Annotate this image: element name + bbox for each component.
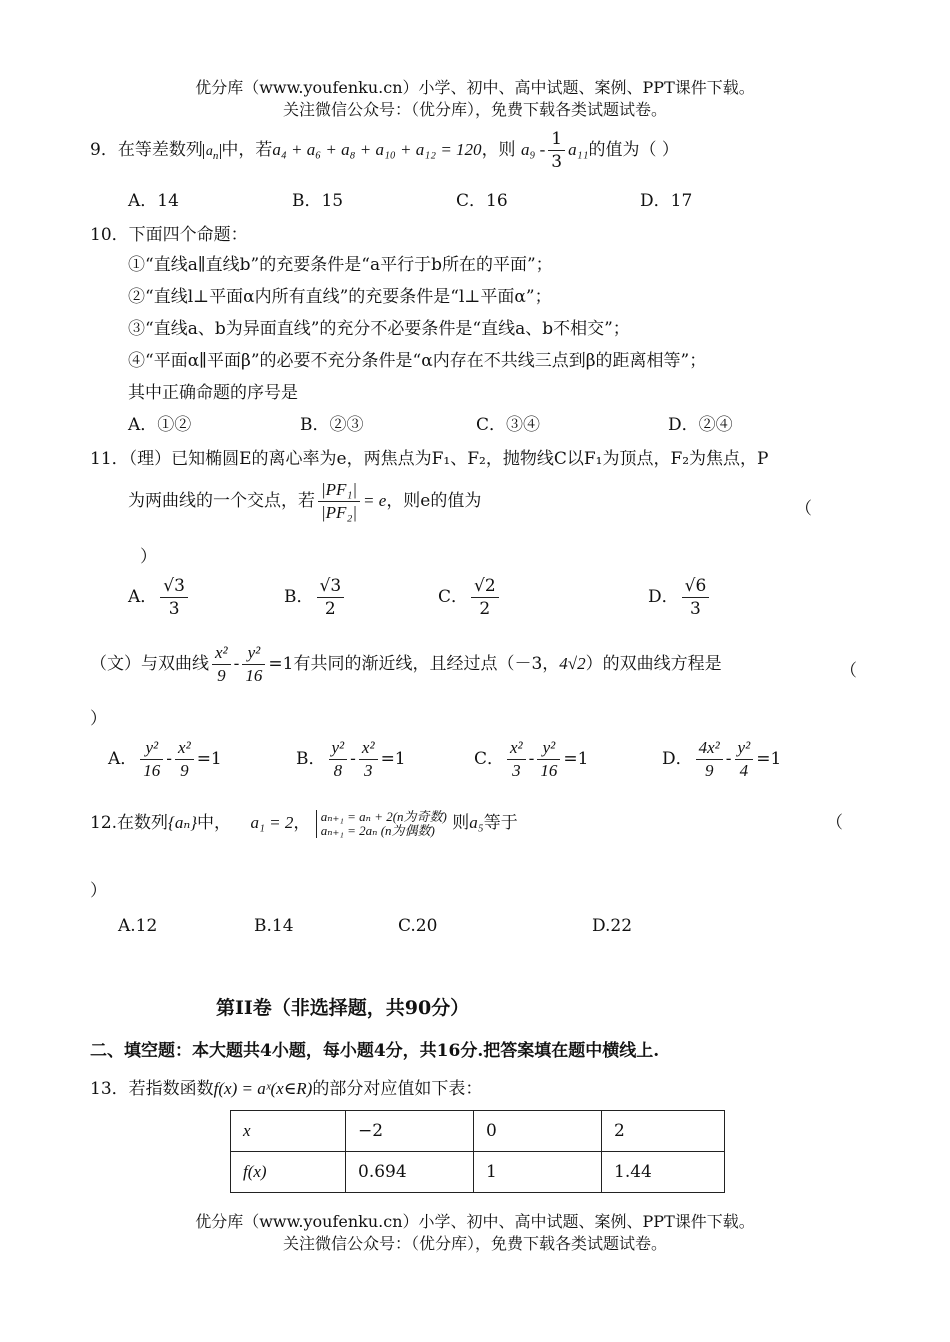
q10-option-b: B．②③: [300, 415, 364, 435]
table-row: [231, 1152, 725, 1193]
q11-paren-open: （: [795, 499, 812, 519]
q11-wen-option-d: D． $\frac{\text{4x²}}{9}$ - $\frac{\text{y²}}{4}$ =1: [662, 738, 782, 780]
table-cell: 2: [602, 1111, 725, 1152]
q10-item-1: ①“直线a∥直线b”的充要条件是“a平行于b所在的平面”；: [128, 255, 553, 275]
footer-line-2: 关注微信公众号：（优分库），免费下载各类试题试卷。: [282, 1234, 667, 1253]
q9-expr-a: a₉ -: [520, 140, 546, 159]
q11-wen-option-b: B． $\frac{\text{y²}}{8}$ - $\frac{\text{x²}}{3}$ =1: [296, 738, 406, 780]
q9-text-c: ，则: [481, 140, 516, 160]
q12-option-b: B.14: [254, 916, 294, 936]
q11-wen-line: （文）与双曲线 $\frac{\text{x²}}{9}$ - $\frac{\text{y²}}{16}$ =1有共同的渐近线，且经过点（－3，4√2）的双曲线方程是: [90, 643, 722, 685]
value-table: [230, 1110, 725, 1193]
q11-wen-paren-open: （: [840, 661, 857, 681]
q9-condition: a₄ + a₆ + a₈ + a₁₀ + a₁₂ = 120: [272, 140, 482, 159]
q10-option-a: A．①②: [128, 415, 192, 435]
q9-expr-b: a₁₁: [568, 140, 589, 159]
q9-option-a: A．14: [128, 191, 179, 211]
q9-fraction: $\frac{1}{3}$: [548, 128, 565, 173]
table-cell: 0: [474, 1111, 602, 1152]
q9-option-b: B．15: [292, 191, 344, 211]
header-line-2: 关注微信公众号：（优分库），免费下载各类试题试卷。: [282, 100, 667, 119]
question-12: 12.在数列{aₙ}中， a₁ = 2， aₙ₊₁ = aₙ + 2(n为奇数) aₙ₊₁ = 2aₙ (n为偶数) 则a₅等于: [90, 808, 518, 838]
q10-item-2: ②“直线l⊥平面α内所有直线”的充要条件是“l⊥平面α”；: [128, 287, 552, 307]
q11-option-d: D． $\frac{√6}{3}$: [648, 575, 712, 620]
q9-option-c: C．16: [456, 191, 508, 211]
part2-title: 第II卷（非选择题，共90分）: [216, 997, 470, 1019]
q9-text-d: 的值为（ ）: [588, 140, 679, 160]
table-cell: 1.44: [602, 1152, 725, 1193]
q10-intro: 10．下面四个命题：: [90, 225, 248, 245]
q11-fraction: $\frac{\text{|PF₁|}}{\text{|PF₂|}}$: [318, 479, 360, 524]
q10-item-4: ④“平面α∥平面β”的必要不充分条件是“α内存在不共线三点到β的距离相等”；: [128, 351, 707, 371]
table-cell: 1: [474, 1152, 602, 1193]
q12-paren-close: ）: [90, 881, 107, 901]
q11-option-b: B． $\frac{√3}{2}$: [284, 575, 347, 620]
q11-option-c: C． $\frac{√2}{2}$: [438, 575, 502, 620]
footer-line-1: 优分库（www.youfenku.cn）小学、初中、高中试题、案例、PPT课件下载。: [195, 1212, 755, 1231]
q11-line-1: 11．（理）已知椭圆E的离心率为e，两焦点为F₁、F₂，抛物线C以F₁为顶点，F₂为焦点，P: [90, 449, 769, 469]
q10-option-d: D．②④: [668, 415, 733, 435]
q11-paren-close: ）: [140, 547, 157, 567]
q9-text-a: 在等差数列: [117, 140, 203, 160]
question-9: 9．在等差数列 $a_n$ 中，若a₄ + a₆ + a₈ + a₁₀ + a₁₂ = 120，则 a₉ - $\frac{1}{3}$ a₁₁的值为（ ）: [90, 129, 679, 172]
q12-option-a: A.12: [118, 916, 158, 936]
header-line-1: 优分库（www.youfenku.cn）小学、初中、高中试题、案例、PPT课件下载。: [195, 78, 755, 97]
table-row: [231, 1111, 725, 1152]
q9-text-b: 中，若: [221, 140, 273, 160]
q10-option-c: C．③④: [476, 415, 541, 435]
q12-option-d: D.22: [592, 916, 633, 936]
table-cell: f(x): [231, 1152, 346, 1193]
q10-item-3: ③“直线a、b为异面直线”的充分不必要条件是“直线a、b不相交”；: [128, 319, 630, 339]
table-cell: −2: [346, 1111, 474, 1152]
q9-number: 9．: [90, 140, 118, 160]
table-cell: x: [231, 1111, 346, 1152]
q11-option-a: A． $\frac{√3}{3}$: [128, 575, 191, 620]
q10-question: 其中正确命题的序号是: [128, 383, 298, 403]
question-13: 13．若指数函数f(x) = aˣ(x∈R)的部分对应值如下表：: [90, 1079, 483, 1099]
q11-wen-paren-close: ）: [90, 709, 107, 729]
q11-wen-option-c: C． $\frac{\text{x²}}{3}$ - $\frac{\text{y²}}{16}$ =1: [474, 738, 589, 780]
section-2-heading: 二、填空题：本大题共4小题，每小题4分，共16分.把答案填在题中横线上.: [90, 1041, 660, 1061]
q11-line-2: 为两曲线的一个交点，若 $\frac{\text{|PF₁|}}{\text{|PF₂|}}$ = e，则e的值为: [128, 480, 482, 522]
q12-option-c: C.20: [398, 916, 438, 936]
q9-option-d: D．17: [640, 191, 693, 211]
q12-paren-open: （: [826, 813, 843, 833]
q11-wen-option-a: A． $\frac{\text{y²}}{16}$ - $\frac{\text{x²}}{9}$ =1: [108, 738, 222, 780]
q12-piecewise: aₙ₊₁ = aₙ + 2(n为奇数) aₙ₊₁ = 2aₙ (n为偶数): [316, 810, 447, 838]
table-cell: 0.694: [346, 1152, 474, 1193]
